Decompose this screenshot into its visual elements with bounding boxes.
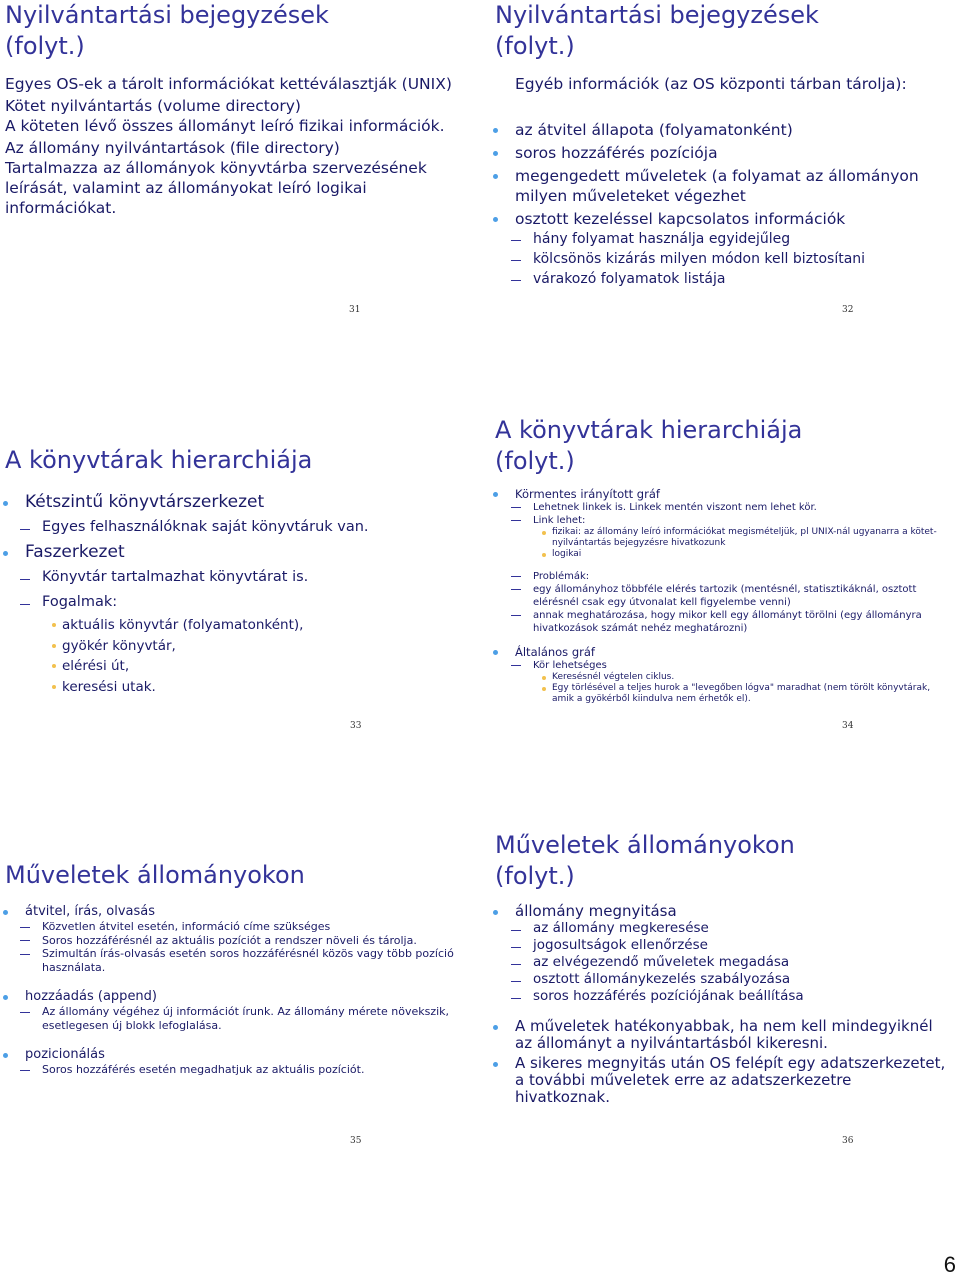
list-item (533, 249, 950, 269)
slide-32 (490, 0, 960, 400)
list-item-text: Az állomány végéhez új információt írunk. Az állomány mérete növekszik, esetlegesen új blokk lefoglalása. (42, 1005, 450, 1032)
list-item-text: Tartalmazza az állományok könyvtárba szervezésének leírását, valamint az állományokat leíró logikai információkat. (5, 159, 427, 217)
sub-bullet-icon (52, 623, 56, 627)
sub-bullet-icon (542, 687, 546, 691)
list-item (533, 609, 950, 635)
dash-icon (20, 576, 30, 580)
list-item (533, 269, 950, 289)
list-item (533, 583, 950, 609)
list-item (62, 656, 460, 677)
list-item-text: A műveletek hatékonyabbak, ha nem kell mindegyiknél az állományt a nyilvántartásból kikeresni. (515, 1017, 933, 1052)
bullet-icon (493, 492, 498, 497)
dash-icon (511, 506, 521, 508)
list-item-text: Link lehet: (533, 515, 586, 526)
list-item (515, 487, 950, 501)
list-item-text: osztott kezeléssel kapcsolatos információk (515, 210, 846, 228)
sub-bullet-icon (542, 676, 546, 680)
list-item-text: Általános gráf (515, 645, 595, 659)
dash-icon (511, 664, 521, 666)
bullet-icon (493, 174, 498, 179)
slide-content (515, 74, 950, 289)
list-item (42, 920, 460, 934)
slide-title: Műveletek állományokon (folyt.) (495, 831, 795, 890)
list-item-text: osztott állománykezelés szabályozása (533, 971, 791, 987)
sub-bullet-icon (542, 531, 546, 535)
list-item-text: Faszerkezet (25, 542, 125, 562)
list-item (25, 490, 460, 515)
list-item (62, 636, 460, 657)
dash-icon (511, 257, 521, 261)
list-item-text: kölcsönös kizárás milyen módon kell biztosítani (533, 251, 866, 267)
list-item (42, 590, 460, 615)
slide-content (515, 487, 950, 705)
slide-content (515, 903, 950, 1106)
page-number: 35 (350, 1136, 362, 1146)
list-item-text: Problémák: (533, 571, 590, 582)
slide-33 (0, 415, 470, 815)
sub-bullet-icon (52, 664, 56, 668)
list-item-text: egy állományhoz többféle elérés tartozik (mentésnél, statisztikáknál, osztott elérésnél csak egy útvonalat kell figyelembe venni) (533, 584, 917, 608)
bullet-icon (3, 501, 8, 506)
list-item (552, 683, 950, 705)
page-number: 31 (349, 305, 361, 315)
slide-title: Nyilvántartási bejegyzések (folyt.) (5, 1, 329, 60)
list-item (533, 920, 950, 937)
list-item-text: logikai (552, 549, 582, 559)
bullet-icon (493, 1062, 498, 1067)
slide-title: A könyvtárak hierarchiája (5, 446, 313, 474)
bullet-icon (493, 1025, 498, 1030)
list-item-text: Közvetlen átvitel esetén, információ címe szükséges (42, 920, 331, 933)
dash-icon (20, 925, 30, 928)
list-item (5, 96, 460, 116)
sub-bullet-icon (542, 553, 546, 557)
list-item (515, 209, 950, 229)
bullet-icon (493, 217, 498, 222)
sub-bullet-icon (52, 685, 56, 689)
list-item (515, 166, 950, 206)
list-item-text: Kétszintű könyvtárszerkezet (25, 492, 265, 512)
list-item (515, 1018, 950, 1052)
list-item (42, 934, 460, 948)
list-item-text: Lehetnek linkek is. Linkek mentén viszont nem lehet kör. (533, 502, 817, 513)
list-item (552, 549, 950, 560)
list-item-text: az elvégezendő műveletek megadása (533, 954, 790, 970)
dash-icon (511, 277, 521, 281)
list-item (25, 540, 460, 565)
list-item-text: Kör lehetséges (533, 660, 607, 671)
list-item-text: keresési utak. (62, 678, 156, 695)
list-item-text: Szimultán írás-olvasás esetén soros hozzáférésnél közös vagy több pozíció használata. (42, 947, 454, 974)
dash-icon (20, 601, 30, 605)
slide-31 (0, 0, 470, 400)
list-item (515, 120, 950, 140)
dash-icon (511, 978, 521, 982)
list-item-text: Az állomány nyilvántartások (file directory) (5, 139, 340, 157)
list-item-text: Keresésnél végtelen ciklus. (552, 672, 675, 682)
dash-icon (511, 614, 521, 616)
list-item-text: megengedett műveletek (a folyamat az állományon milyen műveleteket végezhet (515, 167, 919, 205)
slide-content (25, 903, 460, 1077)
list-item (62, 615, 460, 636)
list-item-text: hozzáadás (append) (25, 989, 157, 1004)
list-item (552, 527, 950, 549)
bullet-icon (3, 1053, 8, 1058)
dash-icon (20, 526, 30, 530)
dash-icon (20, 1068, 30, 1071)
list-item-text: Kötet nyilvántartás (volume directory) (5, 97, 301, 115)
list-item-text: Soros hozzáférésnél az aktuális pozíciót a rendszer növeli és tárolja. (42, 933, 417, 947)
dash-icon (20, 1010, 30, 1013)
list-item-text: Soros hozzáférés esetén megadhatjuk az aktuális pozíciót. (42, 1063, 365, 1076)
list-item (5, 74, 460, 94)
page-number: 36 (842, 1136, 854, 1146)
bullet-icon (493, 151, 498, 156)
list-item-text: Egyes OS-ek a tárolt információkat kettéválasztják (UNIX) (5, 75, 452, 93)
slide-35 (0, 830, 470, 1230)
list-item (533, 659, 950, 672)
list-item-text: soros hozzáférés pozíciójának beállítása (533, 988, 804, 1004)
list-item-text: fizikai: az állomány leíró információkat megismételjük, pl UNIX-nál ugyanarra a kötet-nyilvántartás bejegyzésre hivatkozunk (552, 527, 937, 548)
list-item (5, 158, 460, 218)
bullet-icon (3, 995, 8, 1000)
list-item-text: az átvitel állapota (folyamatonként) (515, 121, 793, 139)
slide-36 (490, 830, 960, 1230)
list-item-text: annak meghatározása, hogy mikor kell egy állományt törölni (egy állományra hivatkozások számát nehéz meghatározni) (533, 610, 922, 634)
list-item (533, 954, 950, 971)
list-item (25, 903, 460, 920)
list-item (25, 1046, 460, 1063)
page-number: 34 (842, 721, 854, 731)
slide-content (25, 490, 460, 697)
list-item-text: A köteten lévő összes állományt leíró fizikai információk. (5, 117, 445, 135)
list-item-text: az állomány megkeresése (533, 920, 709, 936)
list-item (533, 501, 950, 514)
dash-icon (511, 995, 521, 999)
list-item (5, 116, 460, 136)
list-item-text: elérési út, (62, 658, 130, 674)
bullet-icon (493, 910, 498, 915)
slide-34 (490, 415, 960, 815)
list-item (552, 672, 950, 683)
document-page-number: 6 (943, 1252, 956, 1277)
slide-title: Műveletek állományokon (5, 861, 305, 889)
slide-title: Nyilvántartási bejegyzések (folyt.) (495, 1, 819, 60)
dash-icon (20, 938, 30, 941)
dash-icon (20, 952, 30, 955)
list-item (62, 677, 460, 698)
list-item (533, 514, 950, 527)
slide-title: A könyvtárak hierarchiája (folyt.) (495, 416, 803, 475)
sub-bullet-icon (52, 644, 56, 648)
list-item-text: átvitel, írás, olvasás (25, 904, 156, 919)
bullet-icon (3, 910, 8, 915)
dash-icon (511, 575, 521, 577)
bullet-icon (493, 650, 498, 655)
dash-icon (511, 927, 521, 931)
list-item-text: várakozó folyamatok listája (533, 271, 726, 287)
dash-icon (511, 519, 521, 521)
list-item (515, 74, 950, 94)
list-item (5, 138, 460, 158)
list-item (42, 947, 460, 974)
bullet-icon (3, 551, 8, 556)
list-item-text: soros hozzáférés pozíciója (515, 144, 718, 162)
list-item-text: Egy törlésével a teljes hurok a "levegőben lógva" maradhat (nem törölt könyvtárak, amik a gyökérből kiindulva nem érhetők el). (552, 683, 931, 704)
list-item (533, 937, 950, 954)
list-item (515, 645, 950, 659)
list-item (533, 971, 950, 988)
list-item (42, 515, 460, 540)
list-item-text: aktuális könyvtár (folyamatonként), (62, 617, 304, 633)
list-item (515, 1055, 950, 1106)
list-item-text: Egyéb információk (az OS központi tárban tárolja): (515, 75, 907, 93)
list-item (515, 903, 950, 920)
list-item-text: hány folyamat használja egyidejűleg (533, 231, 791, 247)
list-item-text: Körmentes irányított gráf (515, 487, 660, 501)
dash-icon (511, 588, 521, 590)
list-item (42, 1005, 460, 1032)
list-item (25, 988, 460, 1005)
list-item-text: állomány megnyitása (515, 902, 677, 920)
page-number: 33 (350, 721, 362, 731)
slide-content (5, 74, 460, 218)
list-item-text: gyökér könyvtár, (62, 637, 176, 654)
list-item (515, 143, 950, 163)
list-item (533, 988, 950, 1005)
dash-icon (511, 237, 521, 241)
list-item-text: jogosultságok ellenőrzése (533, 937, 708, 953)
page-number: 32 (842, 305, 854, 315)
dash-icon (511, 961, 521, 965)
list-item-text: pozicionálás (25, 1047, 105, 1062)
list-item (533, 570, 950, 583)
list-item (42, 565, 460, 590)
list-item (42, 1063, 460, 1077)
bullet-icon (493, 128, 498, 133)
list-item-text: Könyvtár tartalmazhat könyvtárat is. (42, 569, 309, 585)
list-item (533, 229, 950, 249)
dash-icon (511, 944, 521, 948)
list-item-text: Egyes felhasználóknak saját könyvtáruk van. (42, 519, 369, 535)
list-item-text: Fogalmak: (42, 594, 118, 610)
list-item-text: A sikeres megnyitás után OS felépít egy adatszerkezetet, a további műveletek erre az adatszerkezetre hivatkoznak. (515, 1054, 946, 1106)
